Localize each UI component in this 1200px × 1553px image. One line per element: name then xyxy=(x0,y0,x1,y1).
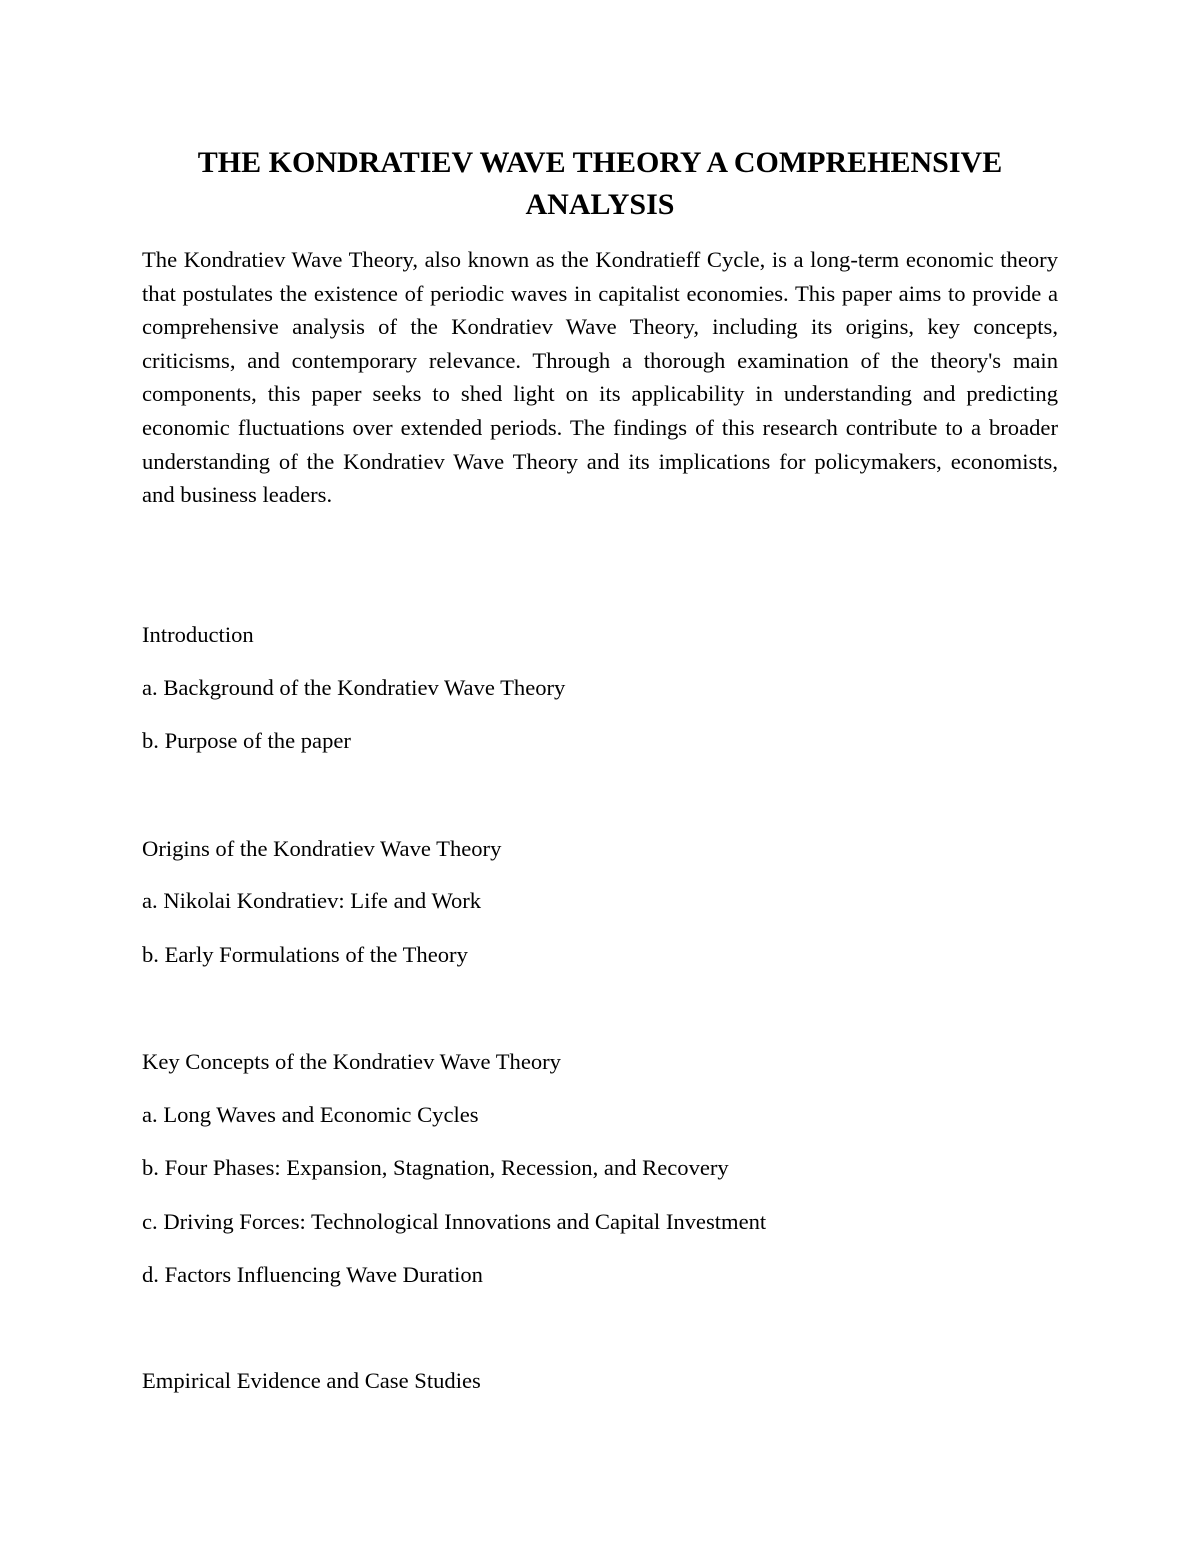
page-title: THE KONDRATIEV WAVE THEORY A COMPREHENSIVE ANALYSIS xyxy=(197,146,1003,221)
section-heading-key-concepts: Key Concepts of the Kondratiev Wave Theory xyxy=(142,1049,561,1074)
outline-item: b. Purpose of the paper xyxy=(142,728,351,753)
section-heading-introduction: Introduction xyxy=(142,622,254,647)
outline-item: d. Factors Influencing Wave Duration xyxy=(142,1262,483,1287)
section-heading-origins: Origins of the Kondratiev Wave Theory xyxy=(142,836,502,861)
outline-item: c. Driving Forces: Technological Innovations and Capital Investment xyxy=(142,1209,767,1234)
outline-item: a. Background of the Kondratiev Wave Theory xyxy=(142,675,566,700)
outline-item: a. Nikolai Kondratiev: Life and Work xyxy=(142,888,482,913)
abstract-paragraph: The Kondratiev Wave Theory, also known as the Kondratieff Cycle, is a long-term economic theory that postulates the existence of periodic waves in capitalist economies. This paper aims to provide a comprehensive analysis of the Kondratiev Wave Theory, including its origins, key concepts, criticisms, and contemporary relevance. Through a thorough examination of the theory's main components, this paper seeks to shed light on its applicability in understanding and predicting economic fluctuations over extended periods. The findings of this research contribute to a broader understanding of the Kondratiev Wave Theory and its implications for policymakers, economists, and business leaders. xyxy=(142,247,1058,508)
outline-item: b. Four Phases: Expansion, Stagnation, Recession, and Recovery xyxy=(142,1155,729,1180)
outline-item: b. Early Formulations of the Theory xyxy=(142,942,468,967)
section-heading-empirical-evidence: Empirical Evidence and Case Studies xyxy=(142,1368,481,1393)
outline-item: a. Long Waves and Economic Cycles xyxy=(142,1102,479,1127)
